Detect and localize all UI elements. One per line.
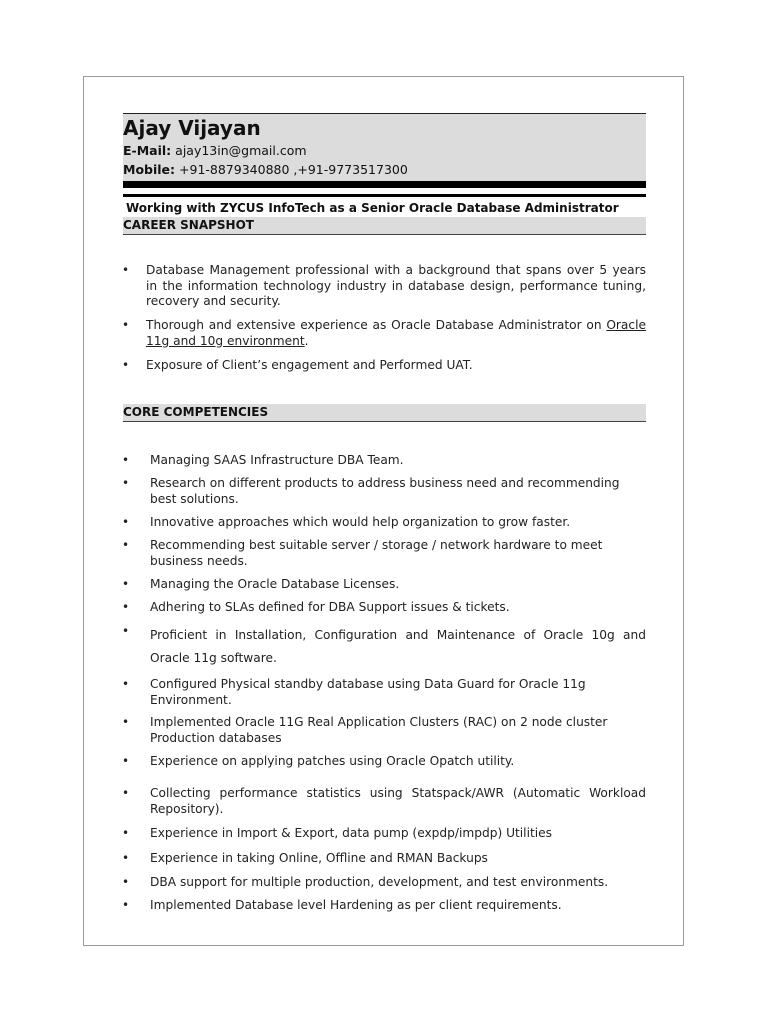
bullet-icon: • (122, 715, 130, 729)
bullet-icon: • (122, 358, 130, 372)
email-label: E-Mail: (123, 143, 172, 158)
mobile-label: Mobile: (123, 162, 176, 177)
list-item-text: Database Management professional with a background that spans over 5 years in the information technology industry in database design, performance tuning, recovery and security. (146, 263, 646, 309)
list-item-text: Adhering to SLAs defined for DBA Support issues & tickets. (150, 600, 510, 614)
list-item-text: Thorough and extensive experience as Oracle Database Administrator on Oracle 11g and 10g environment. (146, 318, 646, 348)
header-block (123, 113, 646, 184)
bullet-icon: • (122, 875, 130, 889)
candidate-name: Ajay Vijayan (123, 116, 261, 140)
list-item-text: Configured Physical standby database using Data Guard for Oracle 11g Environment. (150, 677, 586, 707)
bullet-icon: • (122, 826, 130, 840)
list-item-text: Managing SAAS Infrastructure DBA Team. (150, 453, 404, 467)
bullet-icon: • (122, 624, 130, 638)
section-heading-core-competencies: CORE COMPETENCIES (123, 404, 646, 422)
current-role: Working with ZYCUS InfoTech as a Senior Oracle Database Administrator (126, 201, 619, 215)
list-item-text: Exposure of Client’s engagement and Performed UAT. (146, 358, 473, 372)
list-item-text: Managing the Oracle Database Licenses. (150, 577, 400, 591)
bullet-icon: • (122, 318, 130, 332)
mobile-value: +91-8879340880 ,+91-9773517300 (179, 162, 408, 177)
underlined-text: Oracle 11g and 10g environment (146, 318, 646, 348)
list-item-text: Implemented Oracle 11G Real Application Clusters (RAC) on 2 node cluster Production databases (150, 715, 608, 745)
resume-page (83, 76, 684, 946)
bullet-icon: • (122, 263, 130, 277)
bullet-icon: • (122, 677, 130, 691)
list-item-text: Experience in Import & Export, data pump (expdp/impdp) Utilities (150, 826, 552, 840)
list-item-text: Experience in taking Online, Offline and RMAN Backups (150, 851, 488, 865)
section-heading-career-snapshot: CAREER SNAPSHOT (123, 217, 646, 235)
bullet-icon: • (122, 515, 130, 529)
list-item-text: Collecting performance statistics using Statspack/AWR (Automatic Workload Repository). (150, 786, 646, 816)
list-item-text: Proficient in Installation, Configuration and Maintenance of Oracle 10g and Oracle 11g software. (150, 628, 646, 665)
mobile-line (123, 162, 408, 177)
bullet-icon: • (122, 851, 130, 865)
list-item-text: Recommending best suitable server / storage / network hardware to meet business needs. (150, 538, 603, 568)
bullet-icon: • (122, 898, 130, 912)
list-item-text: Research on different products to address business need and recommending best solutions. (150, 476, 620, 506)
bullet-icon: • (122, 786, 130, 800)
bullet-icon: • (122, 577, 130, 591)
list-item-text: DBA support for multiple production, development, and test environments. (150, 875, 609, 889)
email-line (123, 143, 307, 158)
bullet-icon: • (122, 754, 130, 768)
email-value: ajay13in@gmail.com (175, 143, 307, 158)
bullet-icon: • (122, 453, 130, 467)
header-divider-thick (123, 181, 646, 188)
list-item-text: Implemented Database level Hardening as per client requirements. (150, 898, 562, 912)
bullet-icon: • (122, 600, 130, 614)
bullet-icon: • (122, 476, 130, 490)
bullet-icon: • (122, 538, 130, 552)
header-divider-thin (123, 194, 646, 197)
list-item-text: Innovative approaches which would help organization to grow faster. (150, 515, 571, 529)
list-item-text: Experience on applying patches using Oracle Opatch utility. (150, 754, 515, 768)
